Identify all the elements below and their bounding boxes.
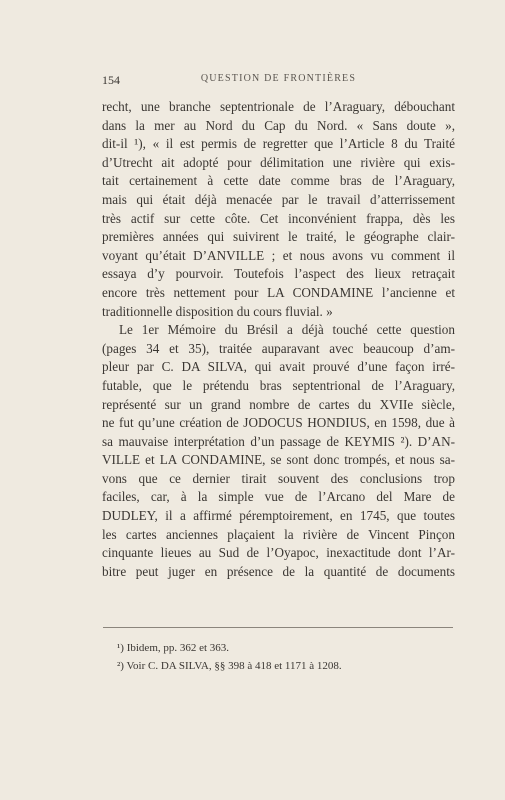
text-line: (pages 34 et 35), traitée auparavant avec beaucoup d’am- [102, 340, 455, 356]
text-line: Le 1er Mémoire du Brésil a déjà touché cette question [119, 322, 455, 338]
text-line: représenté sur un grand nombre de cartes du XVIIe siècle, [102, 396, 455, 412]
text-line: DUDLEY, il a affirmé péremptoirement, en 1745, que toutes [102, 508, 455, 524]
footnote: ¹) Ibidem, pp. 362 et 363. [117, 642, 230, 654]
text-line: pleur par C. DA SILVA, qui avait prouvé d’une façon irré- [102, 359, 455, 375]
text-line: voyant qu’était D’ANVILLE ; et nous avons vu comment il [102, 247, 455, 263]
text-line: les cartes anciennes plaçaient la rivière de Vincent Pinçon [102, 526, 455, 542]
text-line: traditionnelle disposition du cours fluvial. » [102, 303, 333, 319]
text-line: très actif sur cette côte. Cet inconvénient frappa, dès les [102, 210, 455, 226]
text-line: ne fut qu’une création de JODOCUS HONDIUS, en 1598, due à [102, 415, 455, 431]
text-line: dans la mer au Nord du Cap du Nord. « Sans doute », [102, 117, 455, 133]
text-line: VILLE et LA CONDAMINE, se sont donc trompés, et nous sa- [102, 452, 455, 468]
text-line: encore très nettement pour LA CONDAMINE l’ancienne et [102, 284, 455, 300]
text-line: essaya d’y pourvoir. Toutefois l’aspect des lieux retraçait [102, 266, 455, 282]
footnote-divider [103, 627, 453, 628]
text-line: recht, une branche septentrionale de l’Araguary, débouchant [102, 99, 455, 114]
text-line: faciles, car, à la simple vue de l’Arcano del Mare de [102, 489, 455, 505]
footnotes [117, 639, 457, 675]
page-header [102, 73, 455, 89]
text-line: sa mauvaise interprétation d’un passage de KEYMIS ²). D’AN- [102, 433, 455, 449]
text-line: tait certainement à cette date comme bras de l’Araguary, [102, 173, 455, 189]
page-number: 154 [102, 73, 120, 87]
text-line: futable, que le prétendu bras septentrional de l’Araguary, [102, 377, 455, 393]
text-line: premières années qui suivirent le traité, le géographe clair- [102, 229, 455, 245]
text-line: bitre peut juger en présence de la quantité de documents [102, 563, 455, 579]
text-line: cinquante lieues au Sud de l’Oyapoc, inexactitude dont l’Ar- [102, 545, 455, 561]
text-line: dit-il ¹), « il est permis de regretter que l’Article 8 du Traité [102, 136, 455, 152]
text-line: mais qui était déjà menacée par le travail d’atterrissement [102, 191, 455, 207]
running-title: QUESTION DE FRONTIÈRES [200, 73, 357, 84]
text-line: vons que ce dernier tirait souvent des conclusions trop [102, 470, 455, 486]
footnote: ²) Voir C. DA SILVA, §§ 398 à 418 et 1171 à 1208. [117, 660, 342, 672]
text-line: d’Utrecht ait adopté pour délimitation une rivière qui exis- [102, 154, 455, 170]
body-text [102, 98, 455, 581]
